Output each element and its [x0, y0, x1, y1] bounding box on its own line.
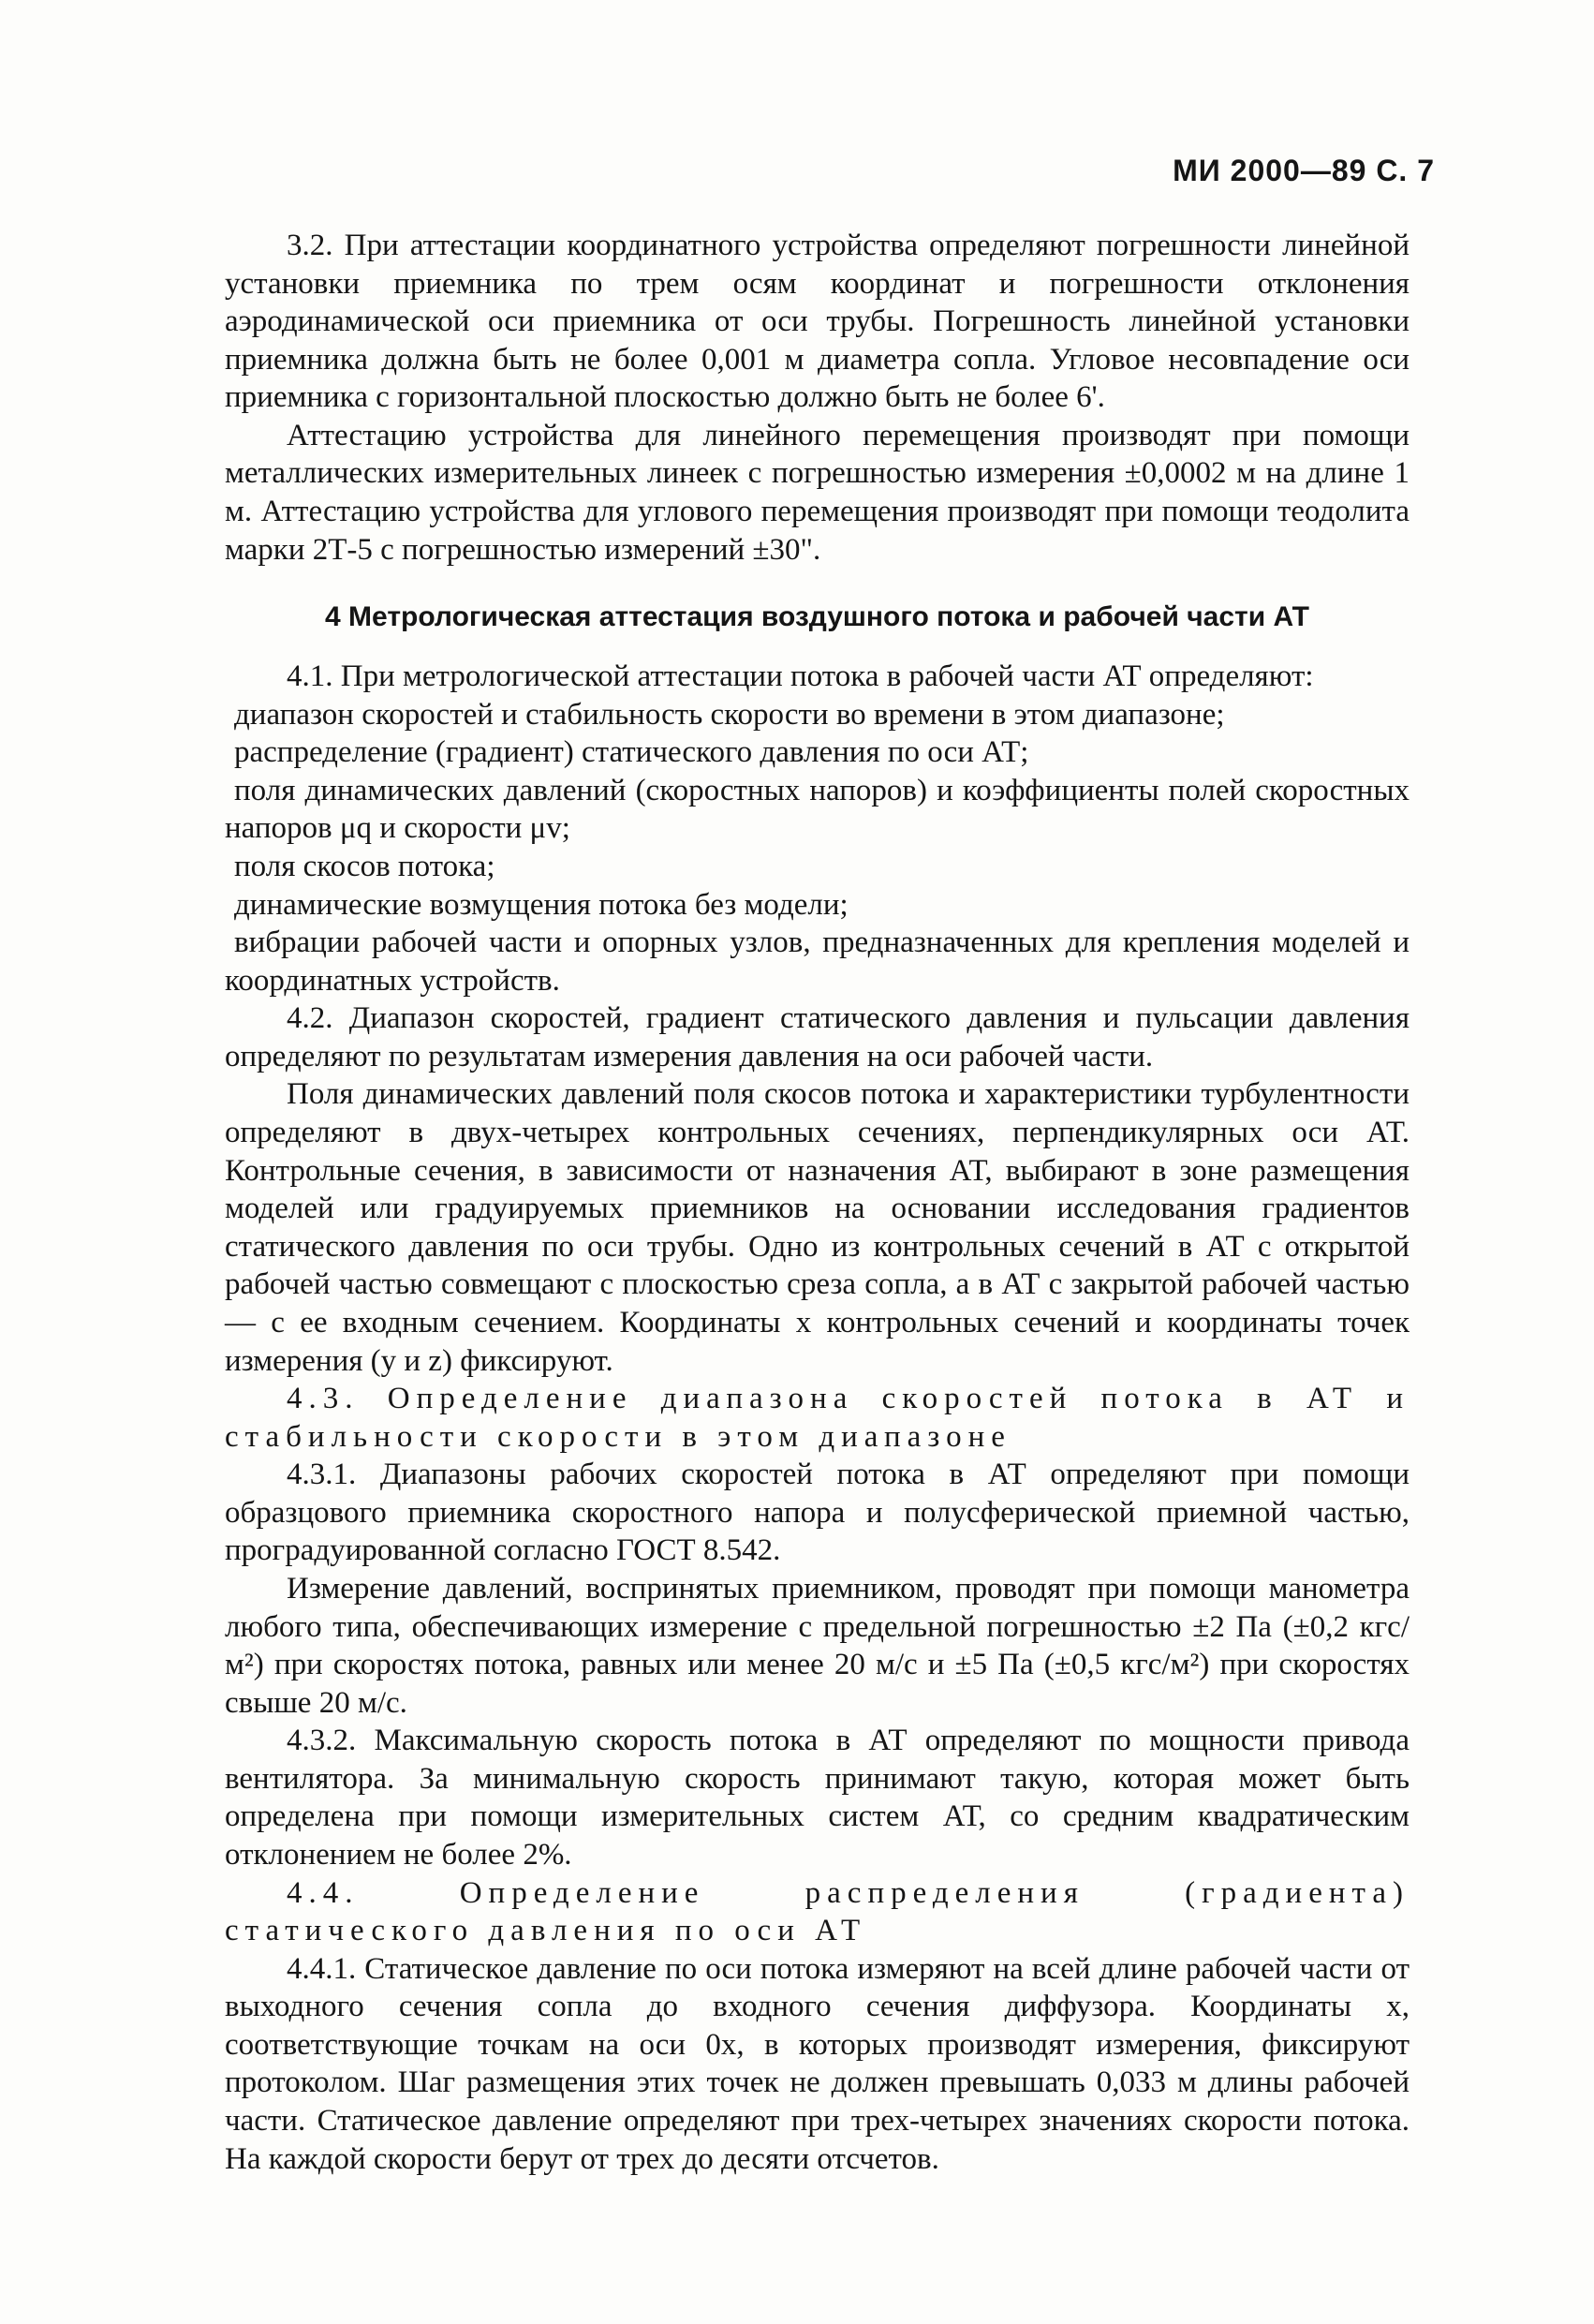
list-item: распределение (градиент) статического давления по оси АТ; — [234, 735, 1029, 770]
document-body — [225, 227, 1410, 2178]
paragraph-4-2-fields: Поля динамических давлений поля скосов потока и характеристики турбулентности определяют в двух-четырех контрольных сечениях, перпендикулярных оси АТ. Контрольные сечения, в зависимости от назначения АТ, выбирают в зоне размещения моделей или градуируемых приемников на основании исследования градиентов статического давления по оси трубы. Одно из контрольных сечений в АТ с открытой рабочей частью совмещают с плоскостью среза сопла, а в АТ с закрытой рабочей частью — с ее входным сечением. Координаты x контрольных сечений и координаты точек измерения (y и z) фиксируют. — [225, 1077, 1410, 1378]
paragraph-4-3-1-measure: Измерение давлений, воспринятых приемником, проводят при помощи манометра любого типа, обеспечивающих измерение с предельной погрешностью ±2 Па (±0,2 кгс/м²) при скоростях потока, равных или менее 20 м/с и ±5 Па (±0,5 кгс/м²) при скоростях свыше 20 м/с. — [225, 1571, 1410, 1720]
paragraph-4-2: 4.2. Диапазон скоростей, градиент статического давления и пульсации давления определяют по результатам измерения давления на оси рабочей части. — [225, 1001, 1410, 1073]
list-item: вибрации рабочей части и опорных узлов, предназначенных для крепления моделей и координатных устройств. — [225, 925, 1410, 998]
list-item: диапазон скоростей и стабильность скорости во времени в этом диапазоне; — [234, 697, 1225, 732]
paragraph-4-4-1: 4.4.1. Статическое давление по оси потока измеряют на всей длине рабочей части от выходного сечения сопла до входного сечения диффузора. Координаты x, соответствующие точкам на оси 0x, в которых производят измерения, фиксируют протоколом. Шаг размещения этих точек не должен превышать 0,033 м длины рабочей части. Статическое давление определяют при трех-четырех значениях скорости потока. На каждой скорости берут от трех до десяти отсчетов. — [225, 1951, 1410, 2176]
paragraph-4-3-2: 4.3.2. Максимальную скорость потока в АТ определяют по мощности привода вентилятора. За минимальную скорость принимают такую, которая может быть определена при помощи измерительных систем АТ, со средним квадратическим отклонением не более 2%. — [225, 1724, 1410, 1873]
section-4-title: 4 Метрологическая аттестация воздушного потока и рабочей части АТ — [325, 601, 1309, 633]
list-item: динамические возмущения потока без модели; — [234, 887, 849, 922]
paragraph-4-1: 4.1. При метрологической аттестации потока в рабочей части АТ определяют: — [287, 659, 1314, 694]
subsection-4-3-title: 4.3. Определение диапазона скоростей потока в АТ и стабильности скорости в этом диапазоне — [225, 1382, 1410, 1454]
subsection-4-4-title: 4.4. Определение распределения (градиента) статического давления по оси АТ — [225, 1875, 1410, 1948]
list-item: поля динамических давлений (скоростных напоров) и коэффициенты полей скоростных напоров μq и скорости μv; — [225, 773, 1410, 846]
list-item: поля скосов потока; — [234, 849, 495, 883]
paragraph-4-3-1: 4.3.1. Диапазоны рабочих скоростей потока в АТ определяют при помощи образцового приемника скоростного напора и полусферической приемной частью, проградуированной согласно ГОСТ 8.542. — [225, 1458, 1410, 1568]
paragraph-3-2: 3.2. При аттестации координатного устройства определяют погрешности линейной установки приемника по трем осям координат и погрешности отклонения аэродинамической оси приемника от оси трубы. Погрешность линейной установки приемника должна быть не более 0,001 м диаметра сопла. Угловое несовпадение оси приемника с горизонтальной плоскостью должно быть не более 6'. — [225, 229, 1410, 415]
paragraph-3-2-attestation: Аттестацию устройства для линейного перемещения производят при помощи металлических измерительных линеек с погрешностью измерения ±0,0002 м на длине 1 м. Аттестацию устройства для углового перемещения производят при помощи теодолита марки 2Т-5 с погрешностью измерений ±30". — [225, 418, 1410, 567]
page-header-code: МИ 2000—89 С. 7 — [1173, 154, 1435, 187]
